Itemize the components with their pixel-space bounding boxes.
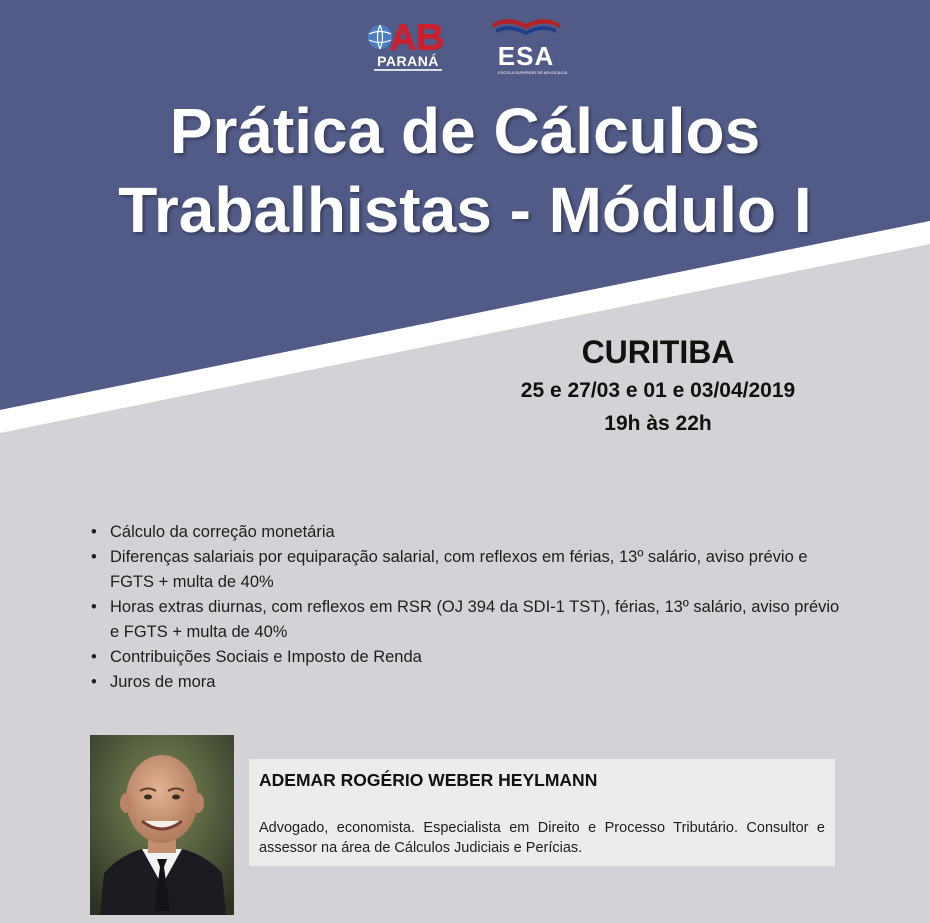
oab-letter-a — [390, 24, 416, 50]
speaker-name: ADEMAR ROGÉRIO WEBER HEYLMANN — [259, 770, 598, 790]
topic-list — [90, 520, 842, 695]
esa-logo — [490, 12, 568, 78]
topic-text: Cálculo da correção monetária — [110, 523, 335, 541]
esa-mark: ESA — [497, 41, 555, 71]
oab-mark — [366, 20, 446, 52]
bullet-icon: • — [91, 598, 97, 616]
topic-item — [90, 670, 842, 695]
bullet-icon: • — [91, 648, 97, 666]
open-book-icon — [490, 12, 562, 40]
esa-subtitle: ESCOLA SUPERIOR DE ADVOCACIA — [498, 70, 568, 75]
bullet-icon: • — [91, 548, 97, 566]
topic-item — [90, 545, 842, 595]
speaker-photo — [90, 735, 234, 915]
oab-globe-icon — [368, 25, 392, 49]
oab-subtitle: PARANÁ — [377, 53, 439, 69]
event-dates: 25 e 27/03 e 01 e 03/04/2019 — [520, 379, 796, 402]
oab-parana-logo — [366, 20, 446, 72]
course-title-line-2: Trabalhistas - Módulo I — [118, 174, 812, 246]
topic-text: Diferenças salariais por equiparação salarial, com reflexos em férias, 13º salário, aviso prévio e FGTS + multa de 40% — [110, 548, 808, 591]
topic-item — [90, 595, 842, 645]
topic-text: Juros de mora — [110, 673, 216, 691]
speaker-bio: Advogado, economista. Especialista em Direito e Processo Tributário. Consultor e assessor na área de Cálculos Judiciais e Perícias. — [259, 820, 825, 856]
oab-letter-b — [418, 24, 443, 50]
topic-text: Contribuições Sociais e Imposto de Renda — [110, 648, 422, 666]
speaker-bio-box — [249, 759, 835, 866]
bullet-icon: • — [91, 523, 97, 541]
event-time: 19h às 22h — [604, 412, 712, 435]
event-city: CURITIBA — [581, 334, 735, 370]
bullet-icon: • — [91, 673, 97, 691]
topic-text: Horas extras diurnas, com reflexos em RSR (OJ 394 da SDI-1 TST), férias, 13º salário, aviso prévio e FGTS + multa de 40% — [110, 598, 840, 641]
topic-item — [90, 645, 842, 670]
oab-underline — [374, 69, 442, 71]
topic-item — [90, 520, 842, 545]
speaker-portrait-image — [90, 735, 234, 915]
course-title-line-1: Prática de Cálculos — [169, 95, 761, 167]
